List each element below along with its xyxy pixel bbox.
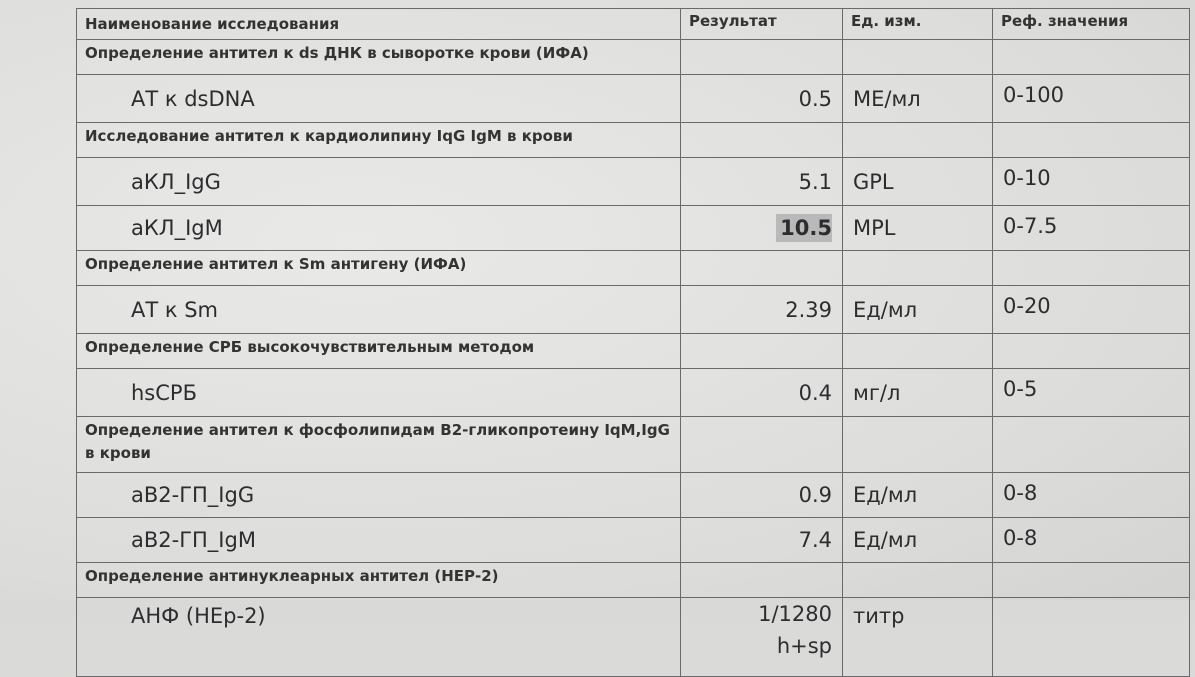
- empty-cell: [843, 334, 993, 369]
- results-table: [76, 8, 1190, 677]
- test-ref: 0-8: [993, 518, 1190, 563]
- test-result: 7.4: [681, 518, 843, 563]
- test-unit: MPL: [843, 206, 993, 251]
- section-title: Определение антинуклеарных антител (НЕР-2): [77, 563, 681, 598]
- section-title: Определение антител к фосфолипидам В2-гликопротеину IqM,IgG в крови: [77, 417, 681, 473]
- empty-cell: [843, 251, 993, 286]
- header-result: Результат: [681, 9, 843, 40]
- result-value: 1/1280: [758, 602, 832, 626]
- empty-cell: [681, 563, 843, 598]
- test-ref: 0-8: [993, 473, 1190, 518]
- empty-cell: [993, 334, 1190, 369]
- test-result: [681, 598, 843, 677]
- test-result: 0.4: [681, 369, 843, 417]
- empty-cell: [843, 123, 993, 158]
- empty-cell: [993, 123, 1190, 158]
- test-result: 0.9: [681, 473, 843, 518]
- empty-cell: [843, 417, 993, 473]
- table-row: [77, 598, 1190, 677]
- test-unit: титр: [843, 598, 993, 677]
- empty-cell: [681, 334, 843, 369]
- section-row: [77, 334, 1190, 369]
- table-row: [77, 473, 1190, 518]
- empty-cell: [993, 251, 1190, 286]
- empty-cell: [843, 563, 993, 598]
- test-ref: 0-20: [993, 286, 1190, 334]
- empty-cell: [993, 417, 1190, 473]
- test-result: 2.39: [681, 286, 843, 334]
- test-unit: Ед/мл: [843, 473, 993, 518]
- table-row: [77, 518, 1190, 563]
- test-ref: [993, 598, 1190, 677]
- test-name: аКЛ_IgG: [77, 158, 681, 206]
- test-unit: Ед/мл: [843, 518, 993, 563]
- header-unit: Ед. изм.: [843, 9, 993, 40]
- section-row: [77, 123, 1190, 158]
- test-name: аВ2-ГП_IgM: [77, 518, 681, 563]
- table-row: [77, 369, 1190, 417]
- test-name: АТ к Sm: [77, 286, 681, 334]
- test-result: 0.5: [681, 75, 843, 123]
- section-row: [77, 563, 1190, 598]
- test-result-flagged: [681, 206, 843, 251]
- test-ref: 0-100: [993, 75, 1190, 123]
- empty-cell: [681, 417, 843, 473]
- section-title: Определение антител к Sm антигену (ИФА): [77, 251, 681, 286]
- section-row: [77, 40, 1190, 75]
- test-name: АТ к dsDNA: [77, 75, 681, 123]
- header-row: [77, 9, 1190, 40]
- section-title: Определение антител к ds ДНК в сыворотке крови (ИФА): [77, 40, 681, 75]
- empty-cell: [681, 40, 843, 75]
- highlighted-value: 10.5: [776, 214, 832, 242]
- table-row: [77, 286, 1190, 334]
- section-row: [77, 251, 1190, 286]
- table-row: [77, 75, 1190, 123]
- table-row: [77, 206, 1190, 251]
- test-unit: мг/л: [843, 369, 993, 417]
- test-ref: 0-10: [993, 158, 1190, 206]
- test-name: АНФ (НЕр-2): [77, 598, 681, 677]
- test-result: 5.1: [681, 158, 843, 206]
- result-note: h+sp: [776, 634, 832, 658]
- test-name: аВ2-ГП_IgG: [77, 473, 681, 518]
- test-unit: МЕ/мл: [843, 75, 993, 123]
- header-ref: Реф. значения: [993, 9, 1190, 40]
- section-title: Определение СРБ высокочувствительным методом: [77, 334, 681, 369]
- test-ref: 0-7.5: [993, 206, 1190, 251]
- section-title: Исследование антител к кардиолипину IqG IgM в крови: [77, 123, 681, 158]
- empty-cell: [993, 40, 1190, 75]
- test-ref: 0-5: [993, 369, 1190, 417]
- section-row: [77, 417, 1190, 473]
- empty-cell: [681, 123, 843, 158]
- empty-cell: [843, 40, 993, 75]
- test-name: аКЛ_IgM: [77, 206, 681, 251]
- table-row: [77, 158, 1190, 206]
- test-unit: Ед/мл: [843, 286, 993, 334]
- test-name: hsCPБ: [77, 369, 681, 417]
- empty-cell: [681, 251, 843, 286]
- empty-cell: [993, 563, 1190, 598]
- test-unit: GPL: [843, 158, 993, 206]
- header-name: Наименование исследования: [77, 9, 681, 40]
